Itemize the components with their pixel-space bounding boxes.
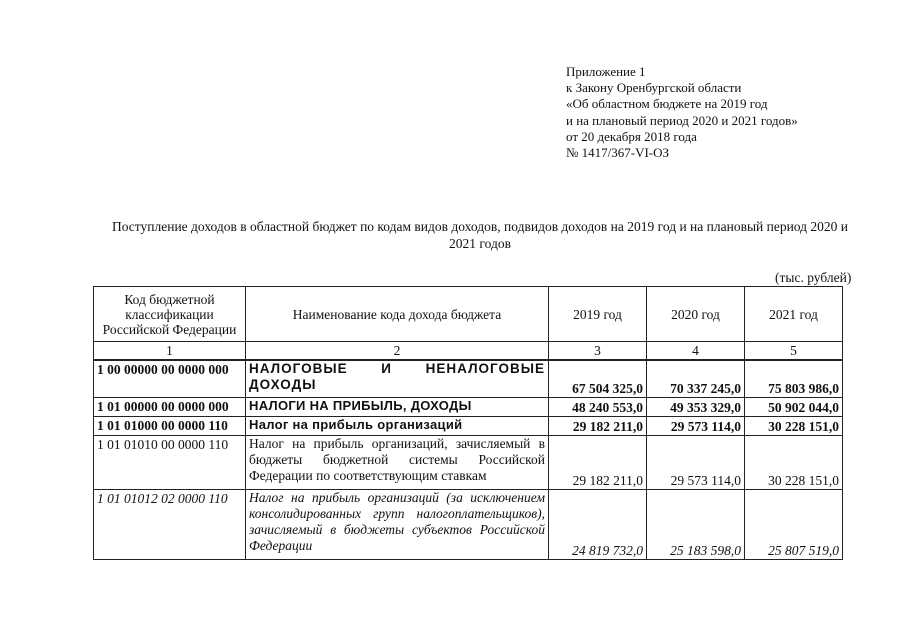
header-name: Наименование кода дохода бюджета — [246, 287, 549, 342]
appendix-line: от 20 декабря 2018 года — [566, 128, 697, 144]
appendix-line: и на плановый период 2020 и 2021 годов» — [566, 112, 798, 128]
document-title: Поступление доходов в областной бюджет по кодам видов доходов, подвидов доходов на 2019 год и на плановый период 2020 и 2021 годов — [111, 219, 849, 251]
header-code: Код бюджетной классификации Российской Федерации — [94, 287, 246, 342]
row-value-2020: 25 183 598,0 — [647, 489, 745, 559]
table-row — [94, 360, 843, 397]
appendix-line: «Об областном бюджете на 2019 год — [566, 96, 768, 112]
column-number: 2 — [246, 342, 549, 361]
header-2019: 2019 год — [549, 287, 647, 342]
header-2021: 2021 год — [745, 287, 843, 342]
row-name: Налог на прибыль организаций — [246, 416, 549, 435]
appendix-line: к Закону Оренбургской области — [566, 80, 742, 96]
appendix-line: Приложение 1 — [566, 64, 646, 79]
row-value-2020: 29 573 114,0 — [647, 435, 745, 489]
column-number: 5 — [745, 342, 843, 361]
row-value-2021: 30 228 151,0 — [745, 435, 843, 489]
row-value-2019: 29 182 211,0 — [549, 435, 647, 489]
table-row — [94, 416, 843, 435]
row-code: 1 01 01010 00 0000 110 — [94, 435, 246, 489]
row-value-2020: 49 353 329,0 — [647, 397, 745, 416]
row-name: Налог на прибыль организаций, зачисляемый в бюджеты бюджетной системы Российской Федерации по соответствующим ставкам — [246, 435, 549, 489]
revenue-table — [93, 286, 843, 560]
row-name: НАЛОГОВЫЕ И НЕНАЛОГОВЫЕ ДОХОДЫ — [246, 360, 549, 397]
row-code: 1 01 01000 00 0000 110 — [94, 416, 246, 435]
row-value-2020: 70 337 245,0 — [647, 360, 745, 397]
row-value-2021: 30 228 151,0 — [745, 416, 843, 435]
row-name: НАЛОГИ НА ПРИБЫЛЬ, ДОХОДЫ — [246, 397, 549, 416]
table-row — [94, 489, 843, 559]
table-row — [94, 435, 843, 489]
row-value-2019: 48 240 553,0 — [549, 397, 647, 416]
column-number: 4 — [647, 342, 745, 361]
row-code: 1 01 01012 02 0000 110 — [94, 489, 246, 559]
appendix-block — [566, 64, 798, 161]
row-value-2021: 25 807 519,0 — [745, 489, 843, 559]
row-value-2021: 75 803 986,0 — [745, 360, 843, 397]
table-header-row — [94, 287, 843, 342]
row-value-2019: 24 819 732,0 — [549, 489, 647, 559]
row-value-2019: 29 182 211,0 — [549, 416, 647, 435]
table-row — [94, 397, 843, 416]
row-name: Налог на прибыль организаций (за исключением консолидированных групп налогоплательщиков), зачисляемый в бюджеты субъектов Российской Федерации — [246, 489, 549, 559]
column-number: 1 — [94, 342, 246, 361]
row-value-2020: 29 573 114,0 — [647, 416, 745, 435]
appendix-line: № 1417/367-VI-ОЗ — [566, 145, 670, 161]
column-number-row — [94, 342, 843, 361]
column-number: 3 — [549, 342, 647, 361]
header-2020: 2020 год — [647, 287, 745, 342]
row-code: 1 01 00000 00 0000 000 — [94, 397, 246, 416]
units-label: (тыс. рублей) — [775, 270, 852, 285]
row-value-2019: 67 504 325,0 — [549, 360, 647, 397]
row-value-2021: 50 902 044,0 — [745, 397, 843, 416]
row-code: 1 00 00000 00 0000 000 — [94, 360, 246, 397]
